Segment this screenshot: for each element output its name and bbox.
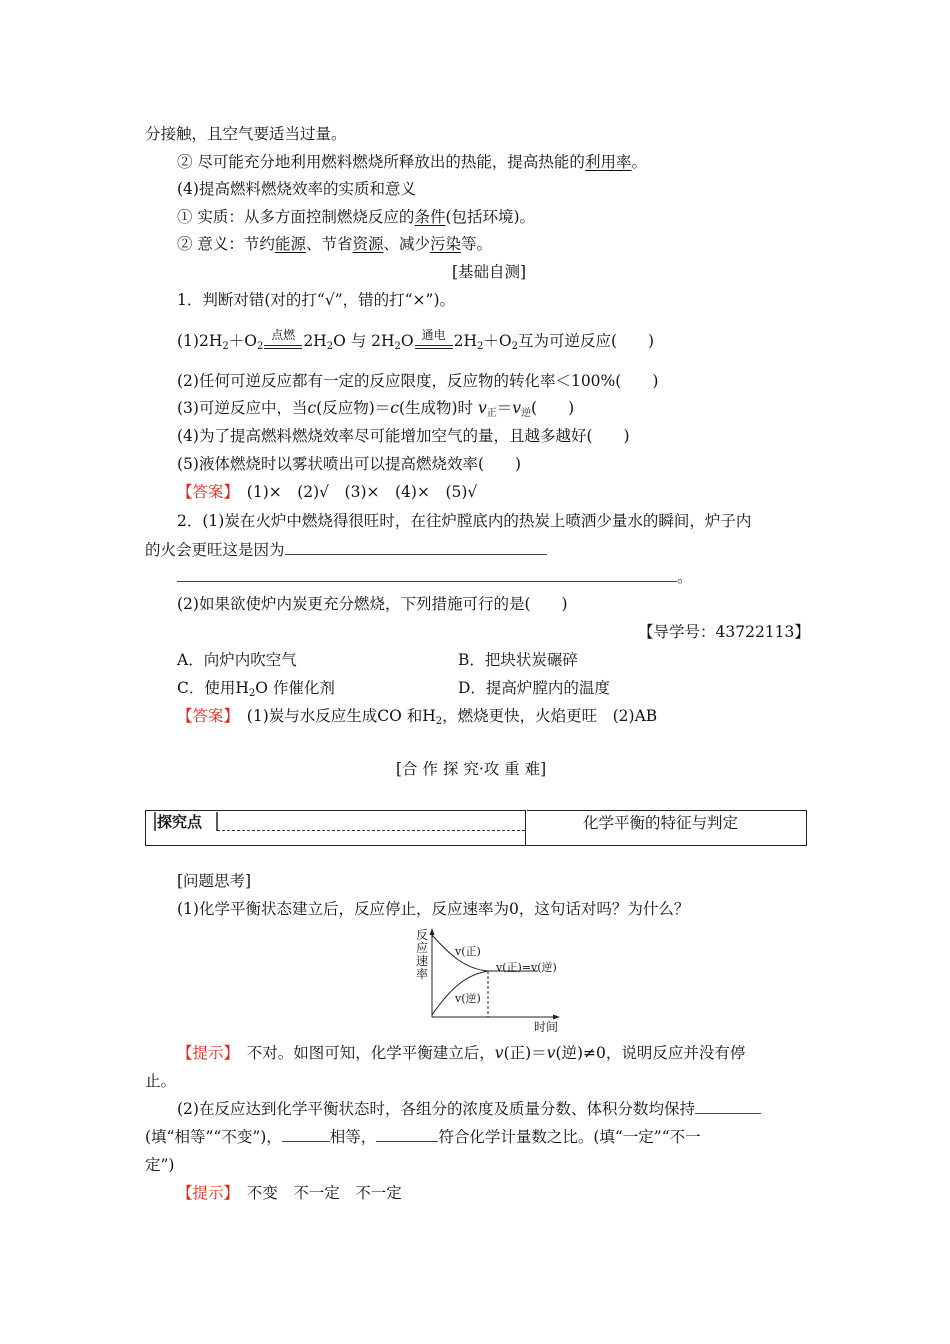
text: 2H — [453, 332, 478, 350]
underlined-term: 污染 — [430, 235, 462, 253]
question-1-item-2: (2)任何可逆反应都有一定的反应限度，反应物的转化率＜100%( ) — [177, 372, 659, 390]
text: (逆)≠0，说明反应并没有停 — [555, 1044, 746, 1062]
fill-blank[interactable] — [376, 1127, 438, 1142]
text: O — [400, 332, 414, 350]
text: ② 意义：节约 — [177, 235, 275, 253]
option-c — [177, 678, 335, 704]
text: 、减少 — [383, 235, 430, 253]
inquiry-question-2-line-3: 定”) — [145, 1156, 175, 1174]
symbol: v — [512, 399, 522, 417]
text: (填“相等”“不变”)， — [145, 1128, 282, 1146]
text: ＝ — [496, 399, 513, 417]
text: O 作催化剂 — [255, 679, 335, 697]
symbol: c — [390, 399, 399, 417]
subheading-efficiency: (4)提高燃料燃烧效率的实质和意义 — [177, 180, 416, 198]
text: 2H — [303, 332, 327, 350]
subscript: 逆 — [521, 408, 532, 419]
text: C．使用H — [177, 679, 249, 697]
text: 相等， — [329, 1128, 377, 1146]
option-a: A．向炉内吹空气 — [177, 651, 297, 669]
subscript: 2 — [326, 341, 334, 352]
equilibrium-label: v(正)=v(逆) — [496, 961, 557, 974]
inquiry-question-2-line-1 — [177, 1099, 761, 1119]
symbol: v — [546, 1044, 556, 1062]
text: ，燃烧更快，火焰更旺 (2)AB — [442, 707, 658, 725]
inquiry-heading: [问题思考] — [177, 872, 252, 890]
answer-2 — [177, 706, 657, 732]
text: 等。 — [461, 235, 493, 253]
question-2-line-1: 2．(1)炭在火炉中燃烧得很旺时，在往炉膛底内的热炭上喷洒少量水的瞬间，炉子内 — [177, 512, 752, 530]
question-1-item-4: (4)为了提高燃料燃烧效率尽可能增加空气的量，且越多越好( ) — [177, 427, 630, 445]
text: 。 — [677, 568, 693, 586]
text: 的火会更旺这是因为 — [145, 541, 285, 559]
paragraph-essence — [177, 207, 535, 227]
question-2-part-2: (2)如果欲使炉内炭更充分燃烧，下列措施可行的是( ) — [177, 595, 568, 613]
section-title: [合 作 探 究·攻 重 难] — [396, 760, 547, 778]
hint-1 — [177, 1043, 745, 1063]
topic-header-box — [145, 810, 807, 846]
text: (2)在反应达到化学平衡状态时，各组分的浓度及质量分数、体积分数均保持 — [177, 1100, 695, 1118]
subscript: 2 — [394, 341, 401, 352]
reverse-rate-label: v(逆) — [455, 992, 481, 1005]
text: ② 尽可能充分地利用燃料燃烧所释放出的热能，提高热能的 — [177, 153, 585, 171]
reaction-arrow-electrolysis — [415, 328, 453, 351]
subscript: 2 — [248, 688, 256, 699]
topic-title: 化学平衡的特征与判定 — [583, 814, 739, 832]
subscript: 正 — [486, 408, 497, 419]
topic-label: 探究点 — [157, 813, 203, 831]
y-axis-char: 应 — [416, 941, 429, 955]
forward-rate-label: v(正) — [455, 945, 481, 958]
answer-tag: 【答案】 — [177, 483, 232, 501]
question-1-stem: 1．判断对错(对的打“√”，错的打“×”)。 — [177, 291, 456, 309]
text: ( ) — [531, 399, 575, 417]
question-1-item-5: (5)液体燃烧时以雾状喷出可以提高燃烧效率( ) — [177, 455, 522, 473]
fill-blank[interactable] — [177, 567, 677, 582]
paragraph-heat-usage — [177, 152, 647, 172]
text: (1)2H — [177, 332, 223, 350]
paragraph-significance — [177, 234, 492, 254]
question-2-line-2 — [145, 540, 547, 560]
underlined-term: 资源 — [352, 235, 384, 253]
symbol: c — [307, 399, 317, 417]
reaction-arrow-ignite — [264, 328, 302, 351]
option-b: B．把块状炭碾碎 — [458, 651, 578, 669]
y-axis-char: 率 — [416, 967, 429, 981]
guide-number: 【导学号：43722113】 — [638, 623, 810, 641]
text: ① 实质：从多方面控制燃烧反应的 — [177, 208, 415, 226]
hint-1-line-2: 止。 — [145, 1072, 177, 1090]
text: 。 — [631, 153, 647, 171]
text: (包括环境)。 — [445, 208, 536, 226]
hint-tag: 【提示】 — [177, 1044, 232, 1062]
section-heading-self-test: [基础自测] — [452, 263, 527, 281]
x-axis-label: 时间 — [534, 1020, 559, 1034]
y-axis-char: 反 — [416, 928, 429, 942]
inquiry-question-2-line-2 — [145, 1127, 701, 1147]
option-d: D．提高炉膛内的温度 — [458, 679, 610, 697]
question-1-item-3 — [177, 398, 574, 424]
answer-tag: 【答案】 — [177, 707, 232, 725]
paragraph-intro-end: 分接触，且空气要适当过量。 — [145, 125, 347, 143]
subscript: 2 — [435, 716, 443, 727]
text: 不对。如图可知，化学平衡建立后， — [246, 1044, 495, 1062]
text: ＋O — [228, 332, 257, 350]
question-1-item-1 — [177, 328, 655, 357]
text: (1)炭与水反应生成CO 和H — [246, 707, 436, 725]
arrow-label: 点燃 — [271, 328, 296, 342]
text: (生成物)时 — [398, 399, 474, 417]
y-axis-label — [416, 929, 430, 981]
text: 互为可逆反应( ) — [517, 332, 655, 350]
rate-time-graph — [410, 925, 566, 1035]
y-axis-char: 速 — [416, 954, 429, 968]
answer-text: (1)× (2)√ (3)× (4)× (5)√ — [246, 483, 478, 501]
text: O 与 2H — [333, 332, 395, 350]
symbol: v — [478, 399, 487, 417]
subscript: 2 — [511, 341, 518, 352]
subscript: 2 — [222, 341, 229, 352]
text: 、节省 — [305, 235, 353, 253]
underlined-term: 条件 — [414, 208, 446, 226]
hint-2 — [177, 1183, 402, 1203]
hint-tag: 【提示】 — [177, 1184, 232, 1202]
text: (3)可逆反应中，当 — [177, 399, 308, 417]
answer-1 — [177, 482, 477, 502]
text: ＋O — [483, 332, 512, 350]
underlined-term: 能源 — [274, 235, 306, 253]
fill-blank[interactable] — [285, 540, 547, 555]
text: 符合化学计量数之比。(填“一定”“不一 — [438, 1128, 701, 1146]
subscript: 2 — [256, 341, 264, 352]
fill-blank[interactable] — [695, 1099, 761, 1114]
text: (正)＝ — [503, 1044, 547, 1062]
hint-text: 不变 不一定 不一定 — [246, 1184, 402, 1202]
arrow-label: 通电 — [421, 328, 446, 342]
underlined-term: 利用率 — [584, 153, 632, 171]
inquiry-question-1: (1)化学平衡状态建立后，反应停止，反应速率为0，这句话对吗？为什么？ — [177, 900, 690, 918]
subscript: 2 — [477, 341, 484, 352]
symbol: v — [494, 1044, 504, 1062]
text: (反应物)＝ — [316, 399, 391, 417]
question-2-line-3 — [177, 567, 693, 587]
fill-blank[interactable] — [282, 1127, 330, 1142]
